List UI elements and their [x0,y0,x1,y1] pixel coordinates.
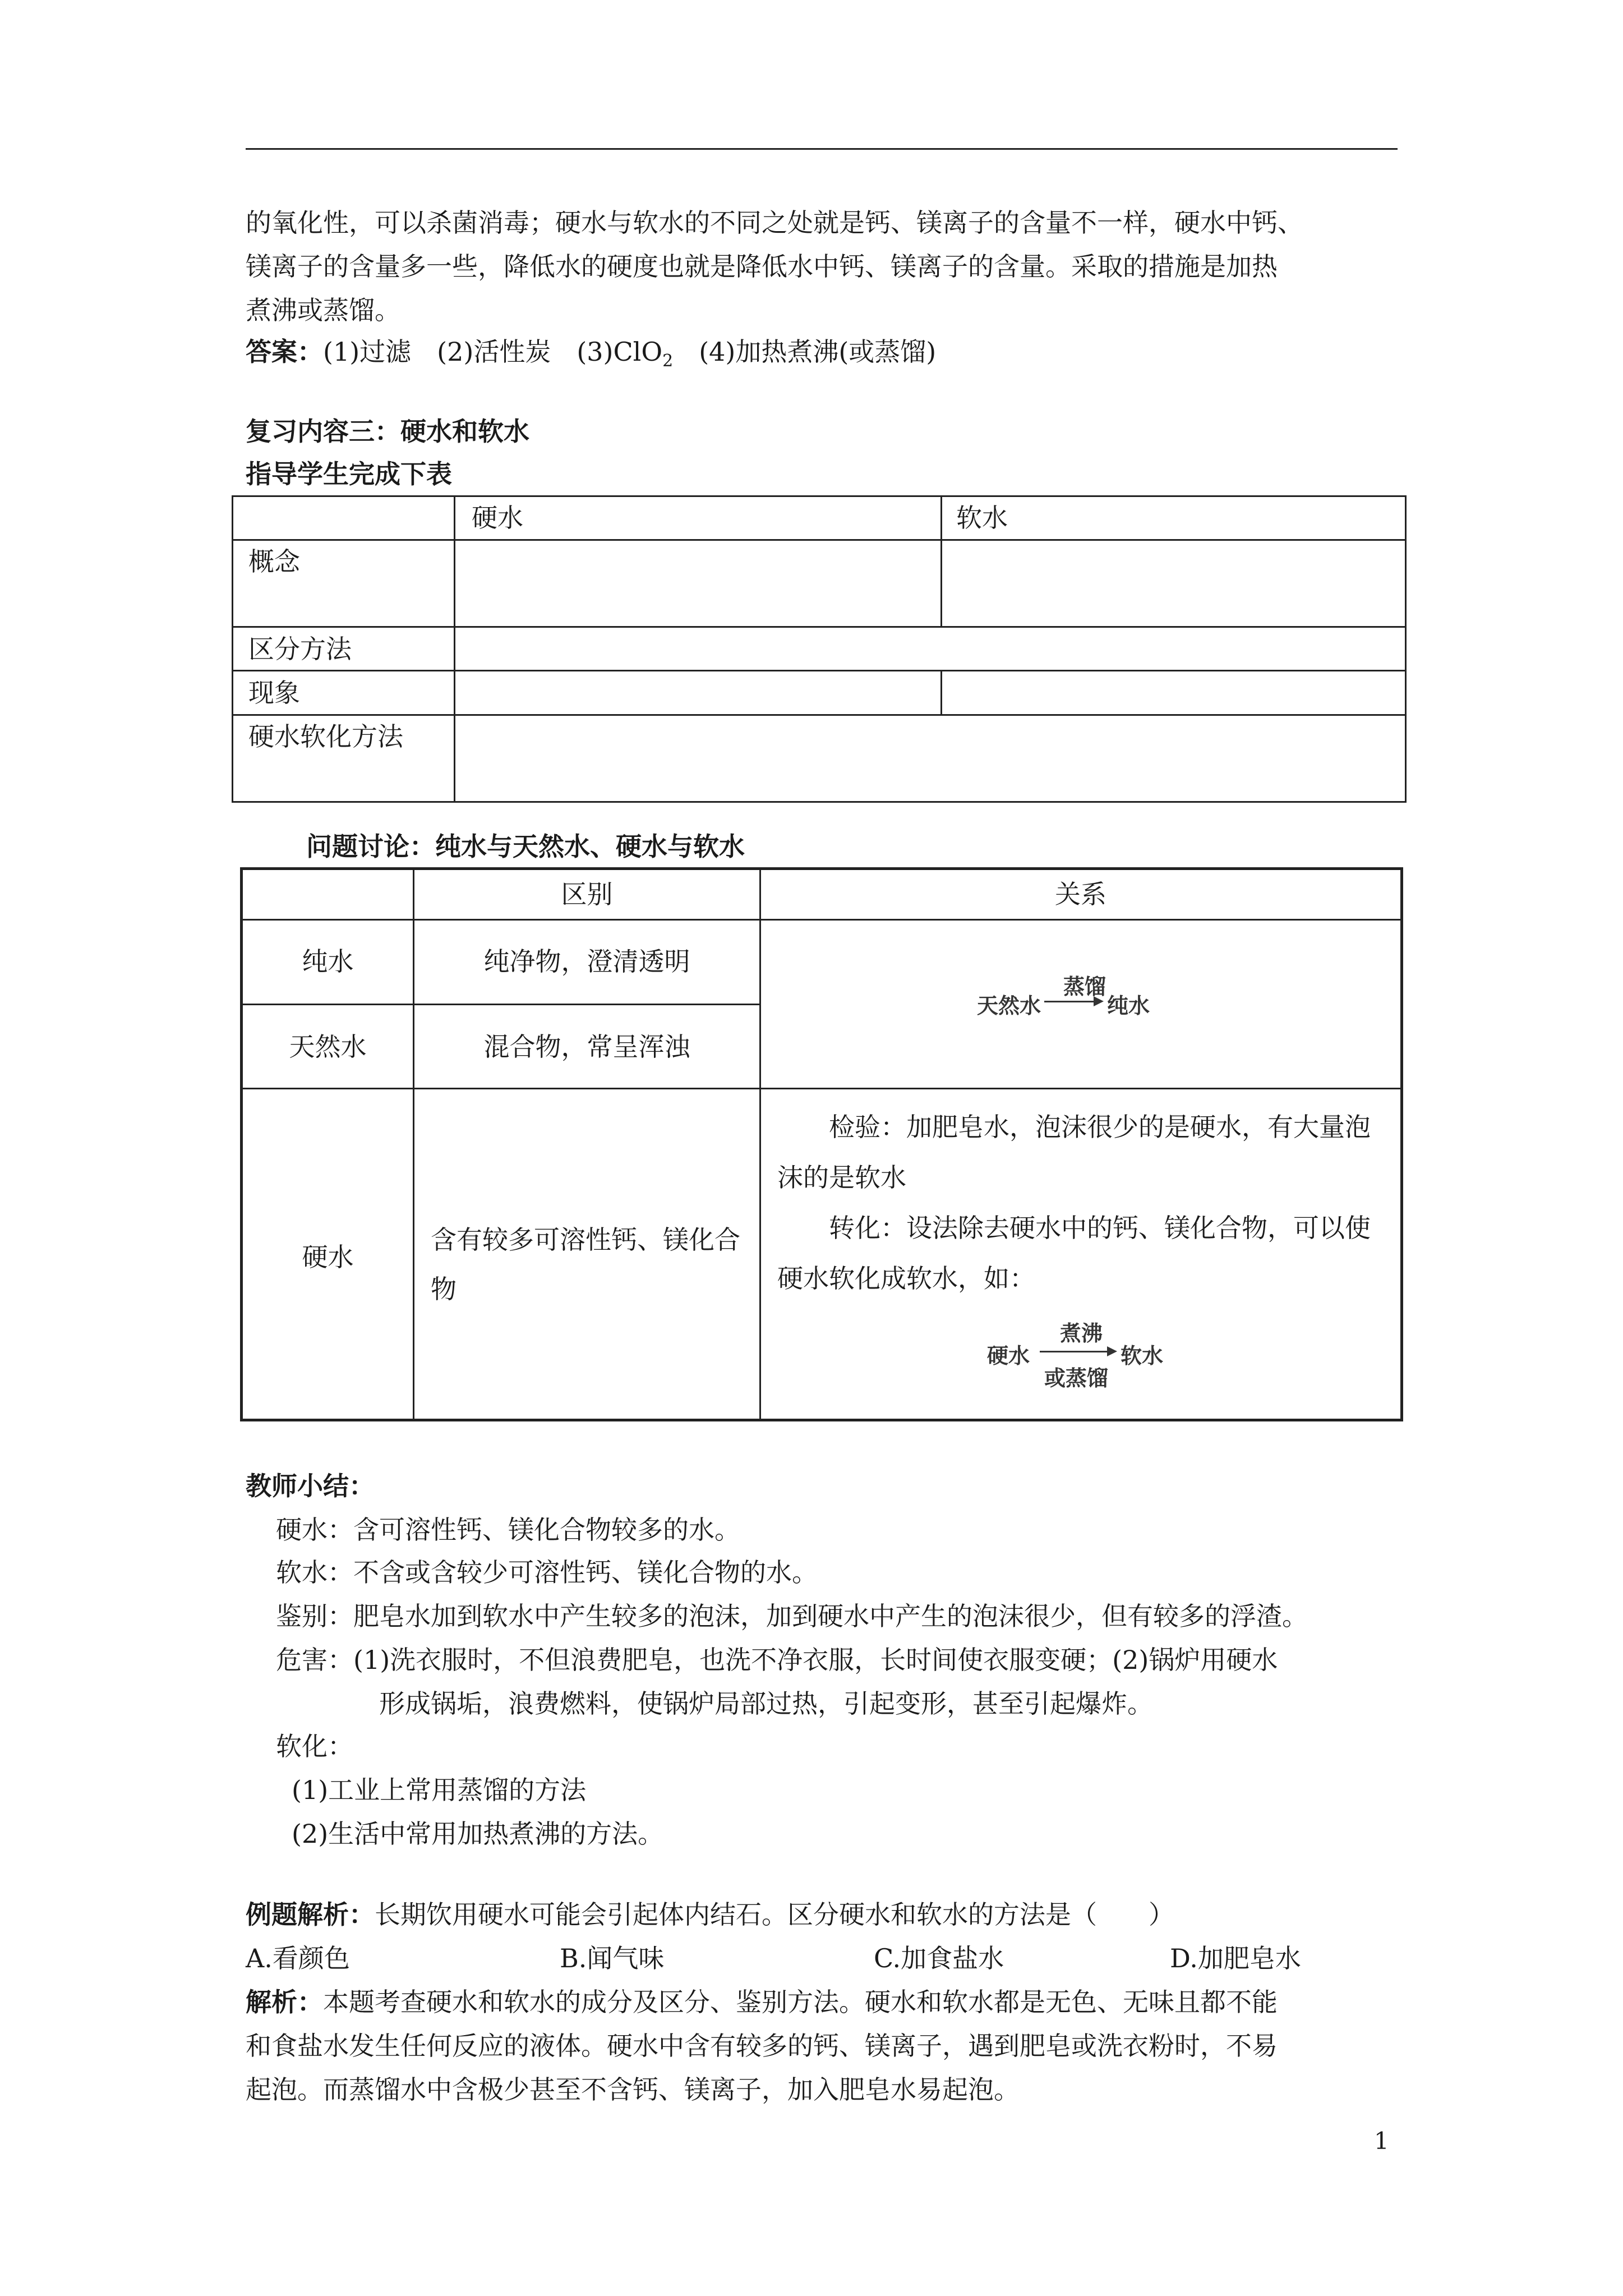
header-rule [246,148,1398,150]
intro-line-2: 镁离子的含量多一些，降低水的硬度也就是降低水中钙、镁离子的含量。采取的措施是加热 [246,251,1278,282]
analysis-line-3: 起泡。而蒸馏水中含极少甚至不含钙、镁离子，加入肥皂水易起泡。 [246,2074,1020,2105]
analysis-line-2: 和食盐水发生任何反应的液体。硬水中含有较多的钙、镁离子，遇到肥皂或洗衣粉时，不易 [246,2031,1278,2061]
option-b: B.闻气味 [560,1943,665,1973]
rxn1-condition: 蒸馏 [1063,974,1106,999]
t2-test-paragraph: 检验：加肥皂水，泡沫很少的是硬水，有大量泡沫的是软水 [777,1112,1371,1193]
summary-soft: 软水：不含或含较少可溶性钙、镁化合物的水。 [276,1557,818,1588]
summary-soften-2: (2)生活中常用加热煮沸的方法。 [292,1819,664,1849]
answer-label: 答案： [246,337,323,367]
rxn2-arrow-icon [1107,1346,1117,1356]
discussion-title: 问题讨论：纯水与天然水、硬水与软水 [306,831,745,862]
answer-text-1: (1)过滤 (2)活性炭 (3)ClO [323,337,663,367]
intro-line-1: 的氧化性，可以杀菌消毒；硬水与软水的不同之处就是钙、镁离子的含量不一样，硬水中钙、 [246,208,1303,238]
rxn2-from: 硬水 [987,1343,1030,1368]
answer-text-2: (4)加热煮沸(或蒸馏) [673,337,937,367]
t2-hard: 硬水 [302,1242,354,1272]
t2-pure-diff: 纯净物，澄清透明 [483,946,690,977]
answer-subscript: 2 [662,351,674,371]
water-comparison-table [240,867,1403,1421]
t2-natural: 天然水 [289,1032,367,1062]
rxn2-arrow-line [1040,1351,1108,1352]
t2-hard-diff: 含有较多可溶性钙、镁化合物 [431,1225,740,1304]
analysis-text-1: 本题考查硬水和软水的成分及区分、鉴别方法。硬水和软水都是无色、无味且都不能 [323,1987,1278,2017]
t2-pure: 纯水 [302,946,354,977]
t1-col-soft: 软水 [956,503,1008,533]
summary-hard: 硬水：含可溶性钙、镁化合物较多的水。 [276,1515,740,1545]
option-c: C.加食盐水 [874,1943,1004,1973]
rxn2-condition-top: 煮沸 [1060,1321,1103,1346]
option-a: A.看颜色 [246,1943,350,1973]
option-d: D.加肥皂水 [1170,1943,1301,1973]
analysis-line-1 [246,1980,1401,2024]
t2-header-diff: 区别 [561,879,613,909]
example-question: 长期饮用硬水可能会引起体内结石。区分硬水和软水的方法是（ ） [375,1899,1174,1930]
t1-row-concept: 概念 [248,546,300,577]
intro-line-3: 煮沸或蒸馏。 [246,295,400,325]
t2-header-rel: 关系 [1055,879,1106,909]
summary-soften-1: (1)工业上常用蒸馏的方法 [292,1775,587,1805]
example-label: 例题解析： [246,1899,375,1930]
section-subtitle: 指导学生完成下表 [246,459,452,489]
rxn1-to: 纯水 [1107,993,1150,1018]
t1-row-phenomenon: 现象 [248,678,300,708]
page-number: 1 [1374,2127,1389,2155]
t2-convert-paragraph: 转化：设法除去硬水中的钙、镁化合物，可以使硬水软化成软水，如： [777,1213,1371,1294]
summary-harm-1: 危害：(1)洗衣服时，不但浪费肥皂，也洗不净衣服，长时间使衣服变硬；(2)锅炉用硬水 [276,1645,1278,1675]
answer-line [246,330,1401,374]
analysis-label: 解析： [246,1987,323,2017]
rxn1-from: 天然水 [977,993,1041,1018]
rxn2-condition-bottom: 或蒸馏 [1044,1366,1109,1391]
rxn1-arrow-icon [1094,996,1104,1006]
t1-row-soften: 硬水软化方法 [248,721,403,752]
summary-soften: 软化： [276,1731,353,1761]
summary-identify: 鉴别：肥皂水加到软水中产生较多的泡沫，加到硬水中产生的泡沫很少，但有较多的浮渣。 [276,1601,1308,1631]
section-title: 复习内容三：硬水和软水 [246,416,529,447]
t1-row-method: 区分方法 [248,634,352,664]
summary-harm-2: 形成锅垢，浪费燃料，使锅炉局部过热，引起变形，甚至引起爆炸。 [379,1688,1153,1719]
example-question-line [246,1893,1401,1936]
rxn2-to: 软水 [1121,1343,1164,1368]
t2-natural-diff: 混合物，常呈浑浊 [483,1032,690,1062]
t1-col-hard: 硬水 [472,503,523,533]
summary-title: 教师小结： [246,1471,375,1501]
rxn1-arrow-line [1044,1001,1095,1002]
hard-soft-table [232,495,1407,803]
